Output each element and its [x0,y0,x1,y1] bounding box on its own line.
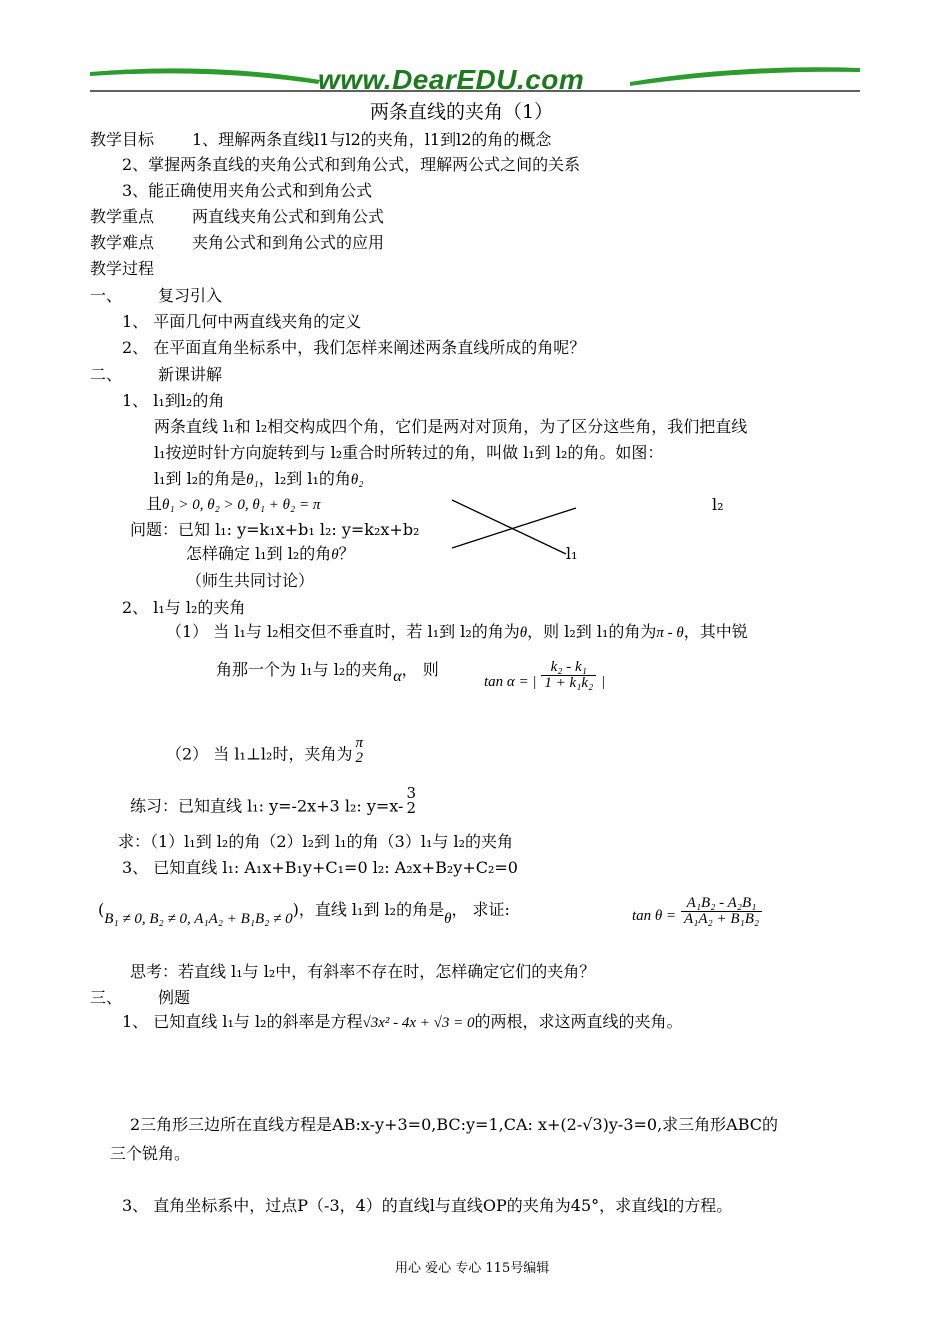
condition-prefix: 且 [146,494,163,513]
case-1-text-d: 角那一个为 l₁与 l₂的夹角 [216,660,394,679]
tan-theta-formula [632,896,762,927]
two-denominator: 2 [355,750,363,766]
difficulty-text: 夹角公式和到角公式的应用 [192,233,385,252]
pi-minus-theta: π - θ [656,625,684,641]
focus-text: 两直线夹角公式和到角公式 [192,207,385,226]
three-numerator: 3 [406,784,416,802]
abs-bar: | [600,673,606,690]
three-halves [403,786,419,816]
process-label: 教学过程 [90,259,155,278]
discussion-note: （师生共同讨论） [186,571,315,590]
tan-alpha-formula [484,660,605,691]
example-2-line-1: 2三角形三边所在直线方程是AB:x-y+3=0,BC:y=1,CA: x+(2-√3)y-3=0,求三角形ABC的 [130,1115,779,1134]
tan-theta-denominator: A₁A₂ + B₁B₂ [683,911,760,927]
tan-alpha-denominator: 1 + k₁k₂ [544,675,594,691]
subsection-2-title: 2、 l₁与 l₂的夹角 [122,598,246,617]
paren-right: ) [292,900,299,919]
section1-number: 一、 [90,286,123,305]
theta-symbol-2: θ [519,625,528,641]
alpha-symbol: α [393,668,402,685]
difficulty-label: 教学难点 [90,233,155,252]
section3-number: 三、 [90,988,123,1007]
tan-alpha-numerator: k₂ - k₁ [541,660,596,676]
how-to-determine: 怎样确定 l₁到 l₂的角 [186,544,332,563]
example-1-text-a: 1、 已知直线 l₁与 l₂的斜率是方程 [122,1012,363,1031]
text-l1-to-l2: l₁到 l₂的角是 [154,469,247,488]
condition-formula: θ₁ > 0, θ₂ > 0, θ₁ + θ₂ = π [162,497,321,513]
goals-label: 教学目标 [90,130,155,149]
goal-item-3: 3、能正确使用夹角公式和到角公式 [122,181,373,200]
section2-number: 二、 [90,365,123,384]
text-l2-to-l1: ，l₂到 l₁的角 [258,469,351,488]
case-1-text-e: ， 则 [401,660,439,679]
exercise-line [130,784,419,822]
paragraph-1a: 两条直线 l₁和 l₂相交构成四个角，它们是两对对顶角，为了区分这些角，我们把直线 [154,417,748,436]
condition-3-formula: B₁ ≠ 0, B₂ ≠ 0, A₁A₂ + B₁B₂ ≠ 0 [104,911,293,927]
tan-theta-fraction [681,896,762,927]
tan-theta-label: tan θ = [632,907,677,924]
example-1-text-b: 的两根，求这两直线的夹角。 [474,1012,683,1031]
theta1-symbol: θ₁ [246,472,259,488]
subsection-3-title: 3、 已知直线 l₁: A₁x+B₁y+C₁=0 l₂: A₂x+B₂y+C₂=0 [122,858,518,877]
question-mark: ？ [338,544,355,563]
example-1-equation: √3x² - 4x + √3 = 0 [362,1015,475,1031]
tan-theta-numerator: A₁B₂ - A₂B₁ [681,896,762,912]
site-logo[interactable]: www.DearEDU.com [318,64,585,95]
case-2-text: （2） 当 l₁⊥l₂时，夹角为 [166,744,353,764]
condition-3-text: ，直线 l₁到 l₂的角是 [298,900,445,919]
exercise-questions: 求：（1）l₁到 l₂的角（2）l₂到 l₁的角（3）l₁与 l₂的夹角 [118,832,513,851]
example-3: 3、 直角坐标系中，过点P（-3，4）的直线l与直线OP的夹角为45°，求直线l的方程。 [122,1196,733,1215]
diagram-label-l2: l₂ [712,495,724,514]
line-l2 [452,500,566,554]
diagram-label-l1: l₁ [566,544,578,563]
page-title: 两条直线的夹角（1） [370,101,554,123]
paragraph-1c [154,471,364,488]
question-text-2 [186,546,355,563]
case-1-line-2 [216,660,439,685]
tan-alpha-fraction [541,660,596,691]
theta-symbol-3: θ [444,911,452,927]
case-1-text-a: （1） 当 l₁与 l₂相交但不垂直时，若 l₁到 l₂的角为 [166,622,520,641]
section2-title: 新课讲解 [158,365,223,384]
paragraph-1b: l₁按逆时针方向旋转到与 l₂重合时所转过的角，叫做 l₁到 l₂的角。如图： [154,443,664,462]
section1-q2: 2、 在平面直角坐标系中，我们怎样来阐述两条直线所成的角呢？ [122,338,586,357]
example-1 [122,1014,683,1031]
condition-3-line [98,900,510,927]
section1-q1: 1、 平面几何中两直线夹角的定义 [122,312,362,331]
case-1-text-b: ，则 l₂到 l₁的角为 [527,622,657,641]
exercise-text: 练习：已知直线 l₁: y=-2x+3 l₂: y=x- [130,796,404,816]
think-question: 思考：若直线 l₁与 l₂中，有斜率不存在时，怎样确定它们的夹角？ [130,962,596,981]
tan-alpha-label: tan α = | [484,673,537,690]
goal-item-2: 2、掌握两条直线的夹角公式和到角公式，理解两公式之间的关系 [122,155,581,174]
right-swoosh [630,67,860,86]
left-swoosh [90,68,320,84]
focus-label: 教学重点 [90,207,155,226]
question-text: 问题：已知 l₁: y=k₁x+b₁ l₂: y=k₂x+b₂ [130,520,420,539]
section1-title: 复习引入 [158,286,223,305]
prove-text: ， 求证: [451,900,510,919]
footer-text: 用心 爱心 专心 115号编辑 [395,1261,550,1276]
case-2-line [166,735,366,770]
case-1-line [166,624,748,641]
two-denominator-2: 2 [406,799,416,817]
case-1-text-c: ，其中锐 [683,622,748,641]
section3-title: 例题 [158,988,191,1007]
line-l1 [452,508,576,548]
theta-symbol: θ [331,547,339,563]
example-2-line-2: 三个锐角。 [110,1144,191,1163]
theta2-symbol: θ₂ [350,472,364,488]
goal-item-1: 1、理解两条直线l1与l2的夹角，l1到l2的角的概念 [192,130,552,149]
pi-over-2 [352,736,366,766]
angle-condition [146,496,320,513]
pi-numerator: π [355,735,363,751]
paren-left: ( [98,900,105,919]
subsection-1-title: 1、 l₁到l₂的角 [122,391,225,410]
